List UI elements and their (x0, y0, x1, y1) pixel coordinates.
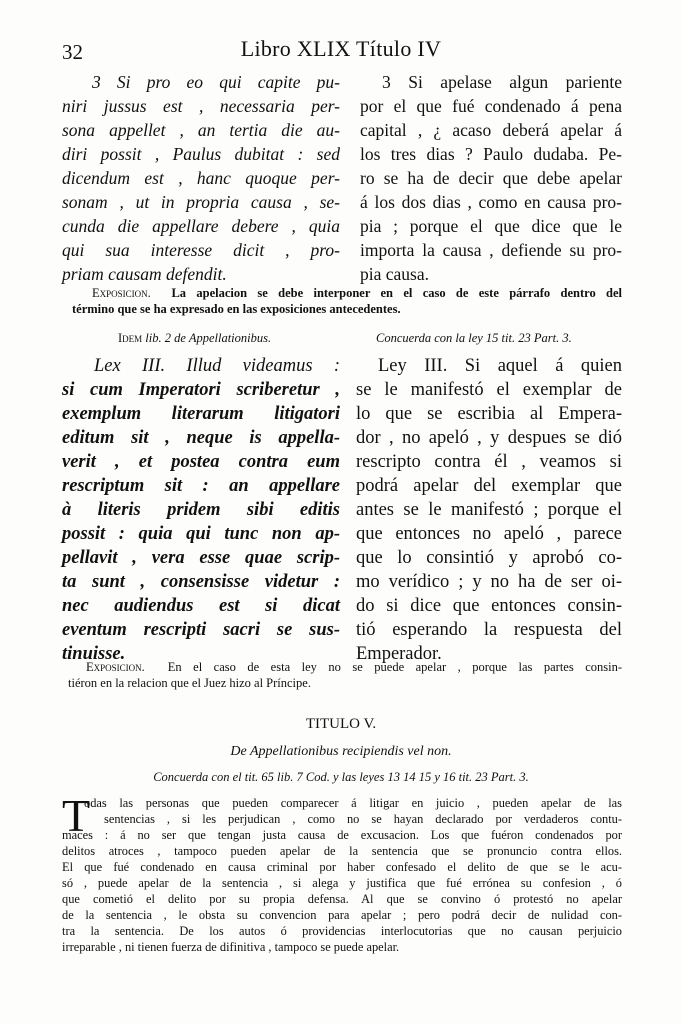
exposicion-2 (62, 660, 622, 694)
spanish-line: á los dos dias , como en causa pro- (360, 192, 622, 212)
latin-line: pellavit , vera esse quae scrip- (62, 548, 340, 568)
exposicion-line: tiéron en la relacion que el Juez hizo al Príncipe. (68, 676, 311, 690)
spanish-line: dor , no apeló , y despues se dió (356, 428, 622, 448)
titulo-subtitle: De Appellationibus recipiendis vel non. (230, 744, 452, 759)
exposicion-label: Exposicion. (92, 286, 151, 300)
exposicion-1 (62, 286, 622, 320)
spanish-line: pia causa. (360, 264, 429, 284)
body-line: tra la sentencia. De los autos ó providencias interlocutorias que no causan perjuicio (62, 924, 622, 938)
latin-line: sonam , ut in propria causa , se- (62, 192, 340, 212)
spanish-line: Emperador. (356, 644, 442, 664)
spanish-line: podrá apelar del exemplar que (356, 476, 622, 496)
spanish-line: importa la causa , defiende su pro- (360, 240, 622, 260)
latin-line: 3 Si pro eo qui capite pu- (92, 72, 340, 92)
body-line: de la sentencia , le obsta su convencion para apelar ; pero podrá decir de nulidad con- (62, 908, 622, 922)
latin-line: verit , et postea contra eum (62, 452, 340, 472)
latin-source-ref: lib. 2 de Appellationibus. (145, 331, 272, 345)
spanish-source: Concuerda con la ley 15 tit. 23 Part. 3. (376, 331, 572, 345)
lex3-latin-first: Lex III. Illud videamus : (94, 356, 340, 376)
drop-cap: T (62, 790, 91, 841)
latin-line: exemplum literarum litigatori (62, 404, 340, 424)
spanish-line: mo verídico ; y no ha de ser oi- (356, 572, 622, 592)
exposicion-text: En el caso de esta ley no se puede apelar , porque las partes consin- (167, 660, 623, 674)
spanish-line: Ley III. Si aquel á quien (378, 356, 622, 376)
exposicion-text: La apelacion se debe interponer en el caso de este párrafo dentro del (171, 286, 622, 300)
idem-label: Idem (118, 331, 143, 345)
latin-line: si cum Imperatori scriberetur , (62, 380, 340, 400)
latin-line: rescriptum sit : an appellare (62, 476, 340, 496)
running-title: Libro XLIX Título IV (240, 36, 442, 61)
latin-line: nec audiendus est si dicat (62, 596, 340, 616)
latin-line: ta sunt , consensisse videtur : (62, 572, 340, 592)
spanish-line: los tres dias ? Paulo dudaba. Pe- (360, 144, 622, 164)
latin-line: cunda die appellare debere , quia (62, 216, 340, 236)
body-line: odas las personas que pueden comparecer á litigar en juicio , pueden apelar de las (84, 796, 622, 810)
latin-line: sona appellet , an tertia die au- (62, 120, 340, 140)
spanish-line: lo que se escribia al Empera- (356, 404, 622, 424)
body-line: maces : á no ser que tengan justa causa de excusacion. Los que fuéron condenados por (62, 828, 622, 842)
titulo-body (62, 796, 622, 966)
exposicion-line (86, 660, 622, 675)
latin-line: priam causam defendit. (62, 264, 227, 284)
titulo-concordance: Concuerda con el tit. 65 lib. 7 Cod. y las leyes 13 14 15 y 16 tit. 23 Part. 3. (153, 770, 529, 784)
titulo-heading: TITULO V. (305, 716, 377, 732)
spanish-line: 3 Si apelase algun pariente (382, 72, 622, 92)
spanish-line: ro se ha de decir que debe apelar (360, 168, 622, 188)
latin-line: niri jussus est , necessaria per- (62, 96, 340, 116)
latin-line: dicendum est , hanc quoque per- (62, 168, 340, 188)
page-number: 32 (62, 40, 83, 64)
latin-line: tinuisse. (62, 644, 126, 664)
exposicion-line (92, 286, 622, 301)
spanish-line: por el que fué condenado á pena (360, 96, 622, 116)
body-line: que cometió el delito por su propia defensa. Al que se convino ó protestó no apelar (62, 892, 622, 906)
latin-source (118, 331, 271, 346)
exposicion-line: término que se ha expresado en las exposiciones antecedentes. (72, 302, 401, 316)
body-line: El que fué condenado en causa criminal por haber confesado el delito de que se le acu- (62, 860, 622, 874)
latin-line: à literis pridem sibi editis (62, 500, 340, 520)
spanish-line: se le manifestó el exemplar de (356, 380, 622, 400)
spanish-line: que entonces no apeló , parece (356, 524, 622, 544)
body-line: sentencias , si les perjudican , como no se hayan declarado por verdaderos contu- (104, 812, 622, 826)
latin-line: editum sit , neque is appella- (62, 428, 340, 448)
body-line: delitos atroces , tampoco pueden apelar de la sentencia que se pronuncio contra ellos. (62, 844, 622, 858)
exposicion-label: Exposicion. (86, 660, 145, 674)
latin-line: possit : quia qui tunc non ap- (62, 524, 340, 544)
spanish-line: tió esperando la respuesta del (356, 620, 622, 640)
spanish-line: que lo consintió y aprobó co- (356, 548, 622, 568)
body-line: só , puede apelar de la sentencia , si alega y justifica que fué errónea su confesion , ó (62, 876, 622, 890)
spanish-line: do si dice que entonces consin- (356, 596, 622, 616)
body-line: irreparable , ni tienen fuerza de difinitiva , tampoco se puede apelar. (62, 940, 400, 954)
spanish-line: pia ; porque el que dice que le (360, 216, 622, 236)
spanish-line: rescripto contra él , veamos si (356, 452, 622, 472)
spanish-line: antes se le manifestó ; porque el (356, 500, 622, 520)
latin-line: qui sua interesse dicit , pro- (62, 240, 340, 260)
spanish-line: capital , ¿ acaso deberá apelar á (360, 120, 622, 140)
latin-line: eventum rescripti sacri se sus- (62, 620, 340, 640)
latin-line: diri possit , Paulus dubitat : sed (62, 144, 340, 164)
